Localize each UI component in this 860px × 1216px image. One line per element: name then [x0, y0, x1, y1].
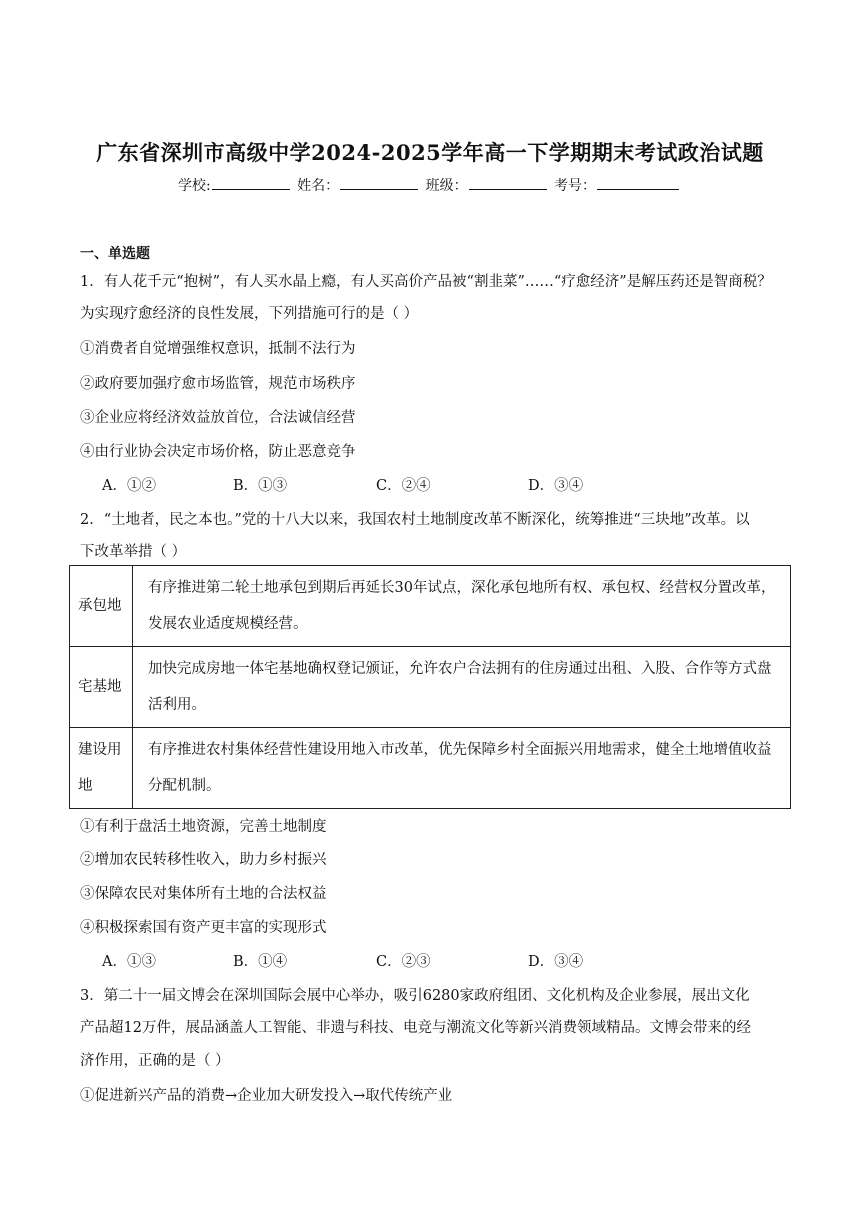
- section-heading: 一、单选题: [80, 246, 150, 262]
- class-label: 班级：: [425, 178, 468, 194]
- school-label: 学校:: [177, 178, 211, 194]
- table-row: [70, 647, 791, 728]
- q1-option-c[interactable]: C．②④: [376, 478, 431, 494]
- q1-option-d[interactable]: D．③④: [528, 478, 584, 494]
- q1-item: ④由行业协会决定市场价格，防止恶意竞争: [80, 444, 356, 460]
- q3-stem-line: 产品超12万件，展品涵盖人工智能、非遗与科技、电竞与潮流文化等新兴消费领域精品。文博会带来的经: [80, 1020, 751, 1036]
- exam-number-label: 考号：: [554, 178, 597, 194]
- table-row: [70, 728, 791, 809]
- q3-item: ①促进新兴产品的消费→企业加大研发投入→取代传统产业: [80, 1088, 453, 1104]
- q1-stem-line: 为实现疗愈经济的良性发展，下列措施可行的是（ ）: [80, 306, 419, 322]
- q1-option-a[interactable]: A．①②: [102, 478, 156, 494]
- q1-option-b[interactable]: B．①③: [233, 478, 288, 494]
- page-title: 广东省深圳市高级中学2024-2025学年高一下学期期末考试政治试题: [96, 140, 764, 165]
- q3-stem-line: 济作用，正确的是（ ）: [80, 1053, 230, 1069]
- table-description-cell: 加快完成房地一体宅基地确权登记颁证，允许农户合法拥有的住房通过出租、入股、合作等方式盘活利用。: [133, 647, 791, 728]
- q1-item: ①消费者自觉增强维权意识，抵制不法行为: [80, 341, 356, 357]
- q2-item: ②增加农民转移性收入，助力乡村振兴: [80, 852, 327, 868]
- q2-item: ①有利于盘活土地资源，完善土地制度: [80, 819, 327, 835]
- q2-stem-line: 下改革举措（ ）: [80, 544, 187, 560]
- q3-stem-line: 3．第二十一届文博会在深圳国际会展中心举办，吸引6280家政府组团、文化机构及企业参展，展出文化: [80, 988, 750, 1004]
- q2-item: ③保障农民对集体所有土地的合法权益: [80, 886, 327, 902]
- land-reform-table: [69, 565, 791, 809]
- q2-item: ④积极探索国有资产更丰富的实现形式: [80, 920, 327, 936]
- table-description-cell: 有序推进农村集体经营性建设用地入市改革，优先保障乡村全面振兴用地需求，健全土地增值收益分配机制。: [133, 728, 791, 809]
- q2-stem-line: 2．“土地者，民之本也。”党的十八大以来，我国农村土地制度改革不断深化，统筹推进“三块地”改革。以: [80, 512, 750, 528]
- exam-number-blank: [597, 189, 679, 190]
- q1-stem-line: 1．有人花千元“抱树”，有人买水晶上瘾，有人买高价产品被“割韭菜”……“疗愈经济”是解压药还是智商税？: [80, 274, 772, 290]
- table-category-cell: 承包地: [70, 566, 133, 647]
- q1-item: ③企业应将经济效益放首位，合法诚信经营: [80, 410, 356, 426]
- class-blank: [469, 189, 547, 190]
- q2-option-b[interactable]: B．①④: [233, 954, 288, 970]
- name-blank: [340, 189, 418, 190]
- table-category-cell: 建设用地: [70, 728, 133, 809]
- q2-option-d[interactable]: D．③④: [528, 954, 584, 970]
- q1-item: ②政府要加强疗愈市场监管，规范市场秩序: [80, 376, 356, 392]
- table-category-cell: 宅基地: [70, 647, 133, 728]
- table-description-cell: 有序推进第二轮土地承包到期后再延长30年试点，深化承包地所有权、承包权、经营权分置改革，发展农业适度规模经营。: [133, 566, 791, 647]
- table-row: [70, 566, 791, 647]
- q2-option-c[interactable]: C．②③: [376, 954, 431, 970]
- school-blank: [212, 189, 290, 190]
- name-label: 姓名：: [297, 178, 340, 194]
- student-info-line: [0, 175, 860, 195]
- q2-option-a[interactable]: A．①③: [102, 954, 156, 970]
